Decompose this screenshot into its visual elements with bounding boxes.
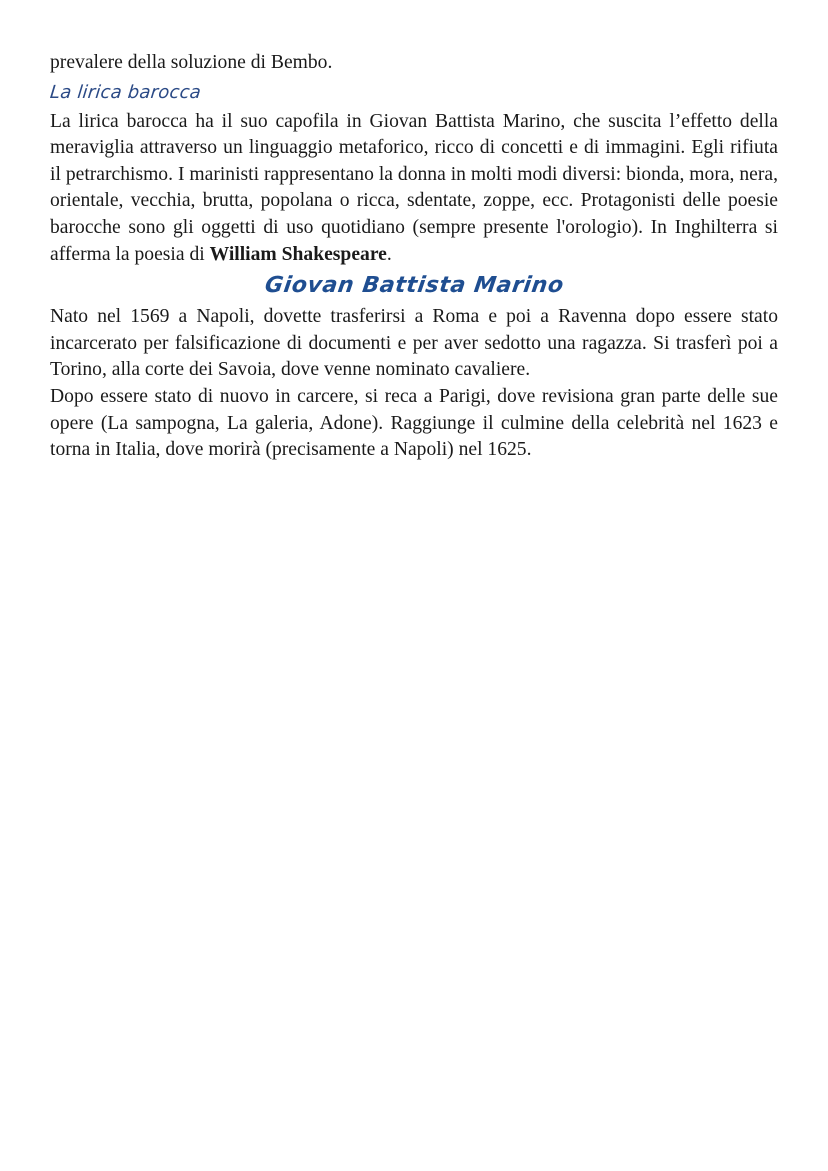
document-body	[50, 50, 778, 464]
shakespeare-name: William Shakespeare	[209, 243, 387, 265]
paragraph-lirica-barocca-text: La lirica barocca ha il suo capofila in Giovan Battista Marino, che suscita l’effetto della meraviglia attraverso un linguaggio metaforico, ricco di concetti e di immagini. Egli rifiuta il petrarchismo. I marinisti rappresentano la donna in molti modi diversi: bionda, mora, nera, orientale, vecchia, brutta, popolana o ricca, sdentate, zoppe, ecc. Protagonisti delle poesie barocche sono gli oggetti di uso quotidiano (sempre presente l'orologio). In Inghilterra si afferma la poesia di	[50, 110, 778, 265]
section-heading-giovan-battista-marino	[50, 268, 778, 304]
intro-line: prevalere della soluzione di Bembo.	[50, 52, 333, 73]
paragraph-lirica-barocca	[50, 109, 778, 269]
section-heading-lirica-barocca: La lirica barocca	[48, 81, 203, 103]
paragraph-marino-biography-1: Nato nel 1569 a Napoli, dovette trasferirsi a Roma e poi a Ravenna dopo essere stato incarcerato per falsificazione di documenti e per aver sedotto una ragazza. Si trasferì poi a Torino, alla corte dei Savoia, dove venne nominato cavaliere.	[50, 306, 778, 381]
paragraph-marino-biography-2: Dopo essere stato di nuovo in carcere, si reca a Parigi, dove revisiona gran parte delle sue opere (La sampogna, La galeria, Adone). Raggiunge il culmine della celebrità nel 1623 e torna in Italia, dove morirà (precisamente a Napoli) nel 1625.	[50, 385, 778, 461]
paragraph-end-period: .	[386, 243, 392, 265]
section-heading-giovan-battista-marino-text: Giovan Battista Marino	[262, 273, 566, 299]
